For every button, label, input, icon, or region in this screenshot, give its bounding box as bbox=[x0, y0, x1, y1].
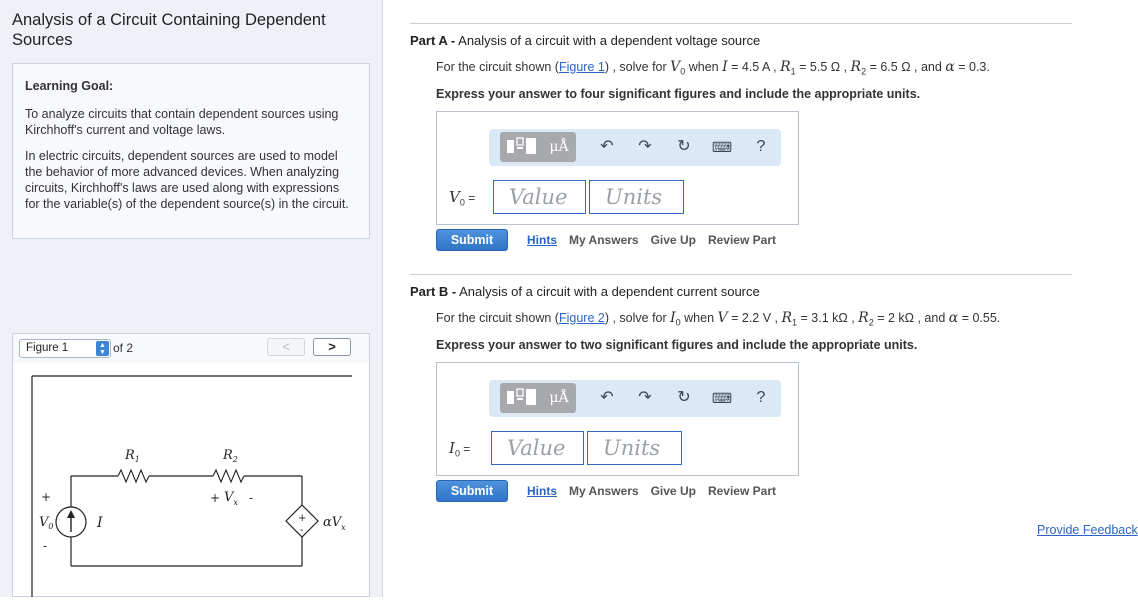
part-a-answer-box bbox=[436, 111, 799, 225]
part-b-divider bbox=[410, 274, 1072, 275]
dependent-minus-label: - bbox=[300, 525, 304, 536]
hints-link[interactable]: Hints bbox=[527, 484, 557, 498]
previous-figure-button[interactable]: < bbox=[267, 338, 305, 356]
v0-minus-label: - bbox=[43, 539, 48, 553]
reset-icon[interactable]: ↻ bbox=[677, 389, 691, 406]
template-icon[interactable] bbox=[502, 134, 542, 160]
hints-link[interactable]: Hints bbox=[527, 233, 557, 247]
figure-select[interactable] bbox=[19, 339, 111, 358]
v0-label: $V_0$ bbox=[39, 515, 54, 531]
give-up-link[interactable]: Give Up bbox=[650, 233, 696, 247]
undo-icon[interactable]: ↶ bbox=[600, 389, 614, 406]
units-input[interactable]: Units bbox=[587, 431, 682, 465]
problem-title: Analysis of a Circuit Containing Dependent Sources bbox=[12, 11, 326, 49]
part-a-links bbox=[527, 233, 788, 247]
units-button[interactable]: μÅ bbox=[549, 390, 569, 406]
undo-icon[interactable]: ↶ bbox=[600, 138, 614, 155]
part-b-question: For the circuit shown (Figure 2) , solve for $I_0$ when V = 2.2 V , $R_1 = 3.1$ kΩ , $R_2 = 2$ kΩ , and α = 0.55. bbox=[436, 310, 1001, 328]
part-b-answer-box bbox=[436, 362, 799, 476]
resistor-r2 bbox=[213, 470, 244, 482]
help-icon[interactable]: ? bbox=[756, 138, 766, 155]
vx-label: $V_x$ bbox=[224, 490, 238, 507]
learning-goal-heading: Learning Goal: bbox=[25, 79, 114, 93]
next-figure-button[interactable]: > bbox=[313, 338, 351, 356]
figure-panel bbox=[12, 363, 370, 597]
part-a-question: For the circuit shown (Figure 1) , solve for $V_0$ when I = 4.5 A , $R_1 = 5.5$ Ω , $R_2 = 6.5$ Ω , and α = 0.3. bbox=[436, 59, 990, 77]
r1-label: $R_1$ bbox=[125, 448, 140, 464]
figure-count: of 2 bbox=[113, 341, 134, 355]
redo-icon[interactable]: ↷ bbox=[638, 138, 652, 155]
part-b-instruction: Express your answer to two significant figures and include the appropriate units. bbox=[436, 338, 918, 352]
figure-navigation bbox=[12, 333, 370, 363]
figure-select-value: Figure 1 bbox=[26, 342, 69, 354]
toolbar-group bbox=[500, 383, 576, 413]
units-input[interactable]: Units bbox=[589, 180, 684, 214]
give-up-link[interactable]: Give Up bbox=[650, 484, 696, 498]
learning-goal-text: To analyze circuits that contain dependent sources using Kirchhoff's current and voltage laws. bbox=[25, 107, 339, 137]
my-answers-link[interactable]: My Answers bbox=[569, 233, 639, 247]
help-icon[interactable]: ? bbox=[756, 389, 766, 406]
intro-paragraph: In electric circuits, dependent sources are used to model the behavior of more advanced devices. When analyzing circuits, Kirchhoff's laws are used along with expressions for the variable(s) of the dependent source(s) in the circuit. bbox=[25, 149, 349, 211]
value-input[interactable]: Value bbox=[491, 431, 584, 465]
my-answers-link[interactable]: My Answers bbox=[569, 484, 639, 498]
dependent-plus-label: + bbox=[298, 513, 307, 524]
figure-2-link[interactable]: Figure 2 bbox=[558, 311, 605, 325]
part-b-links bbox=[527, 484, 788, 498]
current-label: I bbox=[97, 515, 103, 531]
select-chevron-icon: ▲ ▼ bbox=[96, 341, 109, 356]
intro-panel bbox=[0, 0, 383, 597]
review-part-link[interactable]: Review Part bbox=[707, 233, 776, 247]
part-b-submit-button[interactable]: Submit bbox=[436, 480, 508, 502]
answer-label: $V_0$ = bbox=[449, 188, 476, 208]
keyboard-icon[interactable]: ⌨ bbox=[711, 390, 733, 406]
math-toolbar bbox=[489, 129, 781, 166]
part-a-title: Part A - Analysis of a circuit with a dependent voltage source bbox=[410, 33, 761, 48]
template-icon[interactable] bbox=[502, 385, 542, 411]
r2-label: $R_2$ bbox=[223, 448, 238, 464]
part-a-divider bbox=[410, 23, 1072, 24]
v0-plus-label: + bbox=[41, 490, 52, 504]
dependent-source-label: $\alpha V_x$ bbox=[323, 515, 346, 532]
part-a-submit-button[interactable]: Submit bbox=[436, 229, 508, 251]
value-input[interactable]: Value bbox=[493, 180, 586, 214]
reset-icon[interactable]: ↻ bbox=[677, 138, 691, 155]
units-button[interactable]: μÅ bbox=[549, 139, 569, 155]
circuit-diagram bbox=[13, 363, 369, 597]
keyboard-icon[interactable]: ⌨ bbox=[711, 139, 733, 155]
answer-label: $I_0$ = bbox=[449, 439, 471, 459]
part-b-title: Part B - Analysis of a circuit with a dependent current source bbox=[410, 284, 760, 299]
toolbar-group bbox=[500, 132, 576, 162]
provide-feedback-link[interactable]: Provide Feedback bbox=[1037, 523, 1138, 537]
figure-1-link[interactable]: Figure 1 bbox=[558, 60, 605, 74]
resistor-r1 bbox=[118, 470, 149, 482]
part-a-instruction: Express your answer to four significant figures and include the appropriate units. bbox=[436, 87, 921, 101]
review-part-link[interactable]: Review Part bbox=[707, 484, 776, 498]
redo-icon[interactable]: ↷ bbox=[638, 389, 652, 406]
vx-minus-label: - bbox=[249, 491, 254, 505]
vx-plus-label: + bbox=[210, 491, 221, 505]
learning-goal-box bbox=[12, 63, 370, 239]
math-toolbar bbox=[489, 380, 781, 417]
